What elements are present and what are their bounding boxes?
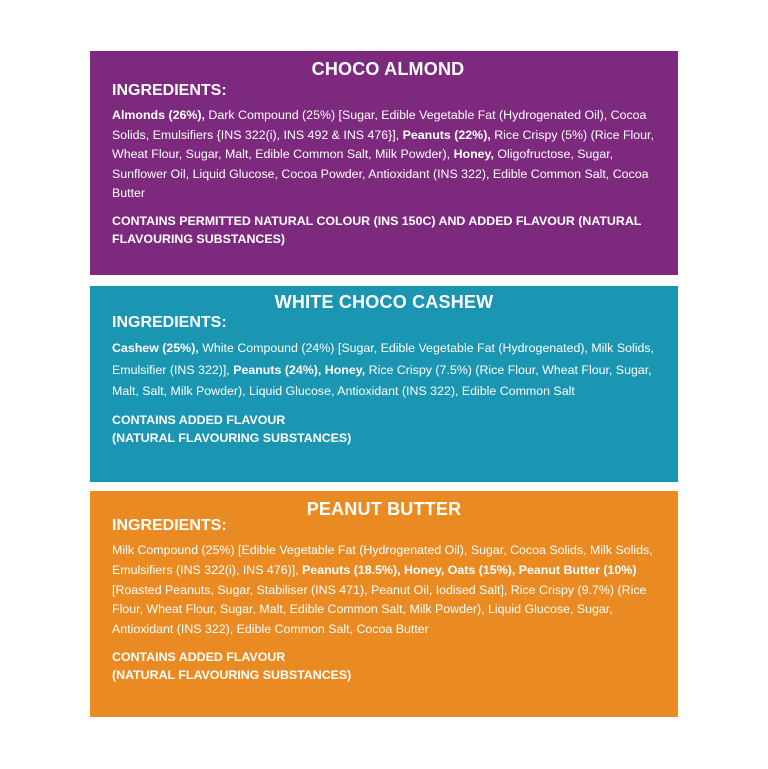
product-title: CHOCO ALMOND xyxy=(311,59,465,79)
contains-note xyxy=(112,648,664,685)
product-title: PEANUT BUTTER xyxy=(306,499,462,519)
ingredient-bold: Peanuts (22%), xyxy=(402,127,491,142)
contains-line: CONTAINS ADDED FLAVOUR xyxy=(112,412,286,427)
ingredients-text xyxy=(112,106,664,204)
ingredient-bold: Honey, xyxy=(453,147,494,162)
ingredient-text: Milk Compound (25%) [Edible Vegetable Fat (Hydrogenated Oil), Sugar, Cocoa Solids, Milk Solids, Emulsifiers (INS 322(i), INS 476)], xyxy=(112,543,653,577)
contains-line: (NATURAL FLAVOURING SUBSTANCES) xyxy=(112,431,352,445)
panel-choco-almond xyxy=(90,51,678,275)
panel-white-choco-cashew xyxy=(90,286,678,482)
ingredient-text: Rice Crispy (5%) (Rice Flour, Wheat Flour, Sugar, Malt, Edible Common Salt, Milk Powder), xyxy=(112,127,654,162)
ingredient-bold: Peanuts (24%), Honey, xyxy=(233,362,366,377)
ingredient-text: Rice Crispy (7.5%) (Rice Flour, Wheat Flour, Sugar, Malt, Salt, Milk Powder), Liquid Glucose, Antioxidant (INS 322), Edible Common Salt xyxy=(112,362,652,398)
ingredient-bold: Almonds (26%), xyxy=(112,108,205,122)
ingredient-bold: Cashew (25%), xyxy=(112,341,199,355)
ingredient-text: [Roasted Peanuts, Sugar, Stabiliser (INS 471), Peanut Oil, Iodised Salt], Rice Crispy (9.7%) (Rice Flour, Wheat Flour, Sugar, Malt, Edible Common Salt, Milk Powder), Liquid Glucose, Sugar, Antioxidant (INS 322), Edible Common Salt, Cocoa Butter xyxy=(112,582,647,637)
product-title: WHITE CHOCO CASHEW xyxy=(274,292,494,312)
ingredient-bold: Peanuts (18.5%), Honey, Oats (15%), Peanut Butter (10%) xyxy=(302,562,637,577)
contains-note xyxy=(112,411,664,448)
panel-peanut-butter xyxy=(90,491,678,717)
ingredients-heading: INGREDIENTS: xyxy=(112,314,227,331)
contains-line: CONTAINS ADDED FLAVOUR xyxy=(112,649,286,664)
ingredient-text: Oligofructose, Sugar, Sunflower Oil, Liquid Glucose, Cocoa Powder, Antioxidant (INS 322), Edible Common Salt, Cocoa Butter xyxy=(112,147,649,201)
ingredients-text xyxy=(112,338,664,403)
contains-line: (NATURAL FLAVOURING SUBSTANCES) xyxy=(112,668,352,683)
ingredients-heading: INGREDIENTS: xyxy=(112,82,227,99)
ingredient-text: White Compound (24%) [Sugar, Edible Vegetable Fat (Hydrogenated), Milk Solids, Emulsifier (INS 322)], xyxy=(112,341,655,377)
ingredient-text: Dark Compound (25%) [Sugar, Edible Vegetable Fat (Hydrogenated Oil), Cocoa Solids, Emulsifiers {INS 322(i), INS 492 & INS 476}], xyxy=(112,108,647,142)
ingredients-text xyxy=(112,541,664,640)
ingredients-heading: INGREDIENTS: xyxy=(112,517,227,534)
contains-note: CONTAINS PERMITTED NATURAL COLOUR (INS 150C) AND ADDED FLAVOUR (NATURAL FLAVOURING SUBSTANCES) xyxy=(112,213,642,247)
